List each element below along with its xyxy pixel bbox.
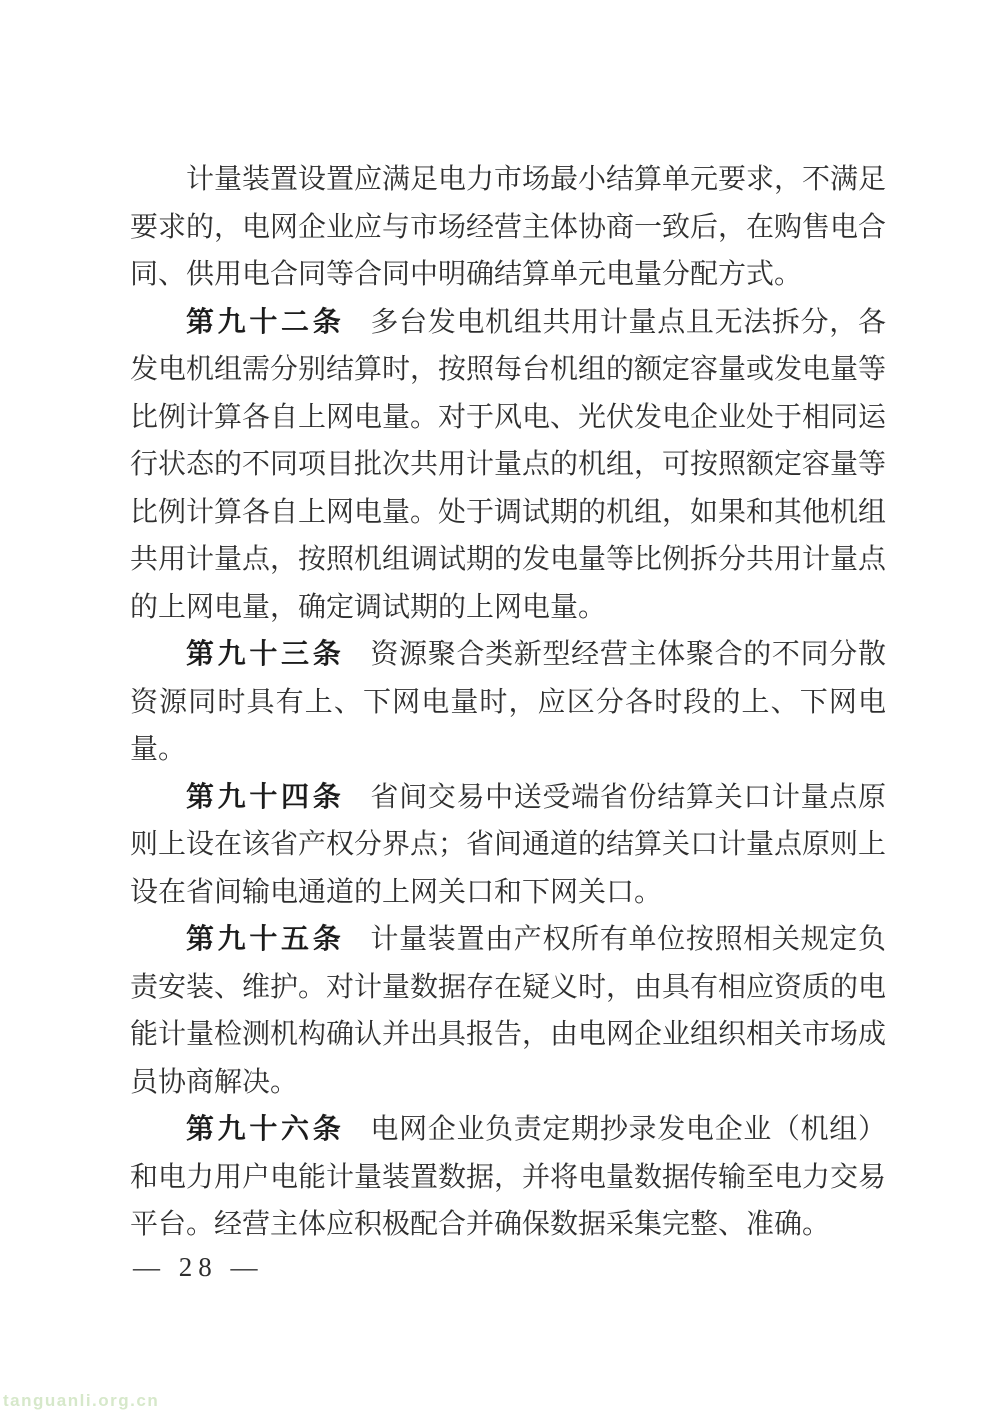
paragraph-article-95 <box>130 916 886 1106</box>
document-body <box>130 156 886 1249</box>
watermark: tanguanli.org.cn <box>3 1391 160 1410</box>
paragraph-article-92 <box>130 299 886 632</box>
article-number: 第九十六条 <box>186 1114 345 1145</box>
paragraph-text: 多台发电机组共用计量点且无法拆分，各发电机组需分别结算时，按照每台机组的额定容量或发电量等比例计算各自上网电量。对于风电、光伏发电企业处于相同运行状态的不同项目批次共用计量点的机组，可按照额定容量等比例计算各自上网电量。处于调试期的机组，如果和其他机组共用计量点，按照机组调试期的发电量等比例拆分共用计量点的上网电量，确定调试期的上网电量。 <box>130 306 887 623</box>
paragraph-article-96 <box>130 1106 886 1249</box>
article-number: 第九十三条 <box>186 639 345 670</box>
paragraph-text: 计量装置设置应满足电力市场最小结算单元要求，不满足要求的，电网企业应与市场经营主体协商一致后，在购售电合同、供用电合同等合同中明确结算单元电量分配方式。 <box>130 164 887 290</box>
paragraph-text: 计量装置由产权所有单位按照相关规定负责安装、维护。对计量数据存在疑义时，由具有相应资质的电能计量检测机构确认并出具报告，由电网企业组织相关市场成员协商解决。 <box>130 924 887 1098</box>
paragraph-article-94 <box>130 774 886 917</box>
page-number: — 28 — <box>133 1252 264 1282</box>
article-number: 第九十五条 <box>186 924 345 955</box>
article-number: 第九十二条 <box>186 306 345 338</box>
paragraph-text: 资源聚合类新型经营主体聚合的不同分散资源同时具有上、下网电量时，应区分各时段的上、下网电量。 <box>130 639 886 765</box>
paragraph-text: 省间交易中送受端省份结算关口计量点原则上设在该省产权分界点；省间通道的结算关口计量点原则上设在省间输电通道的上网关口和下网关口。 <box>130 781 887 908</box>
article-number: 第九十四条 <box>186 781 345 813</box>
paragraph-text: 电网企业负责定期抄录发电企业（机组）和电力用户电能计量装置数据，并将电量数据传输至电力交易平台。经营主体应积极配合并确保数据采集完整、准确。 <box>130 1114 887 1240</box>
paragraph-article-93 <box>130 631 886 774</box>
paragraph-intro <box>130 156 886 299</box>
